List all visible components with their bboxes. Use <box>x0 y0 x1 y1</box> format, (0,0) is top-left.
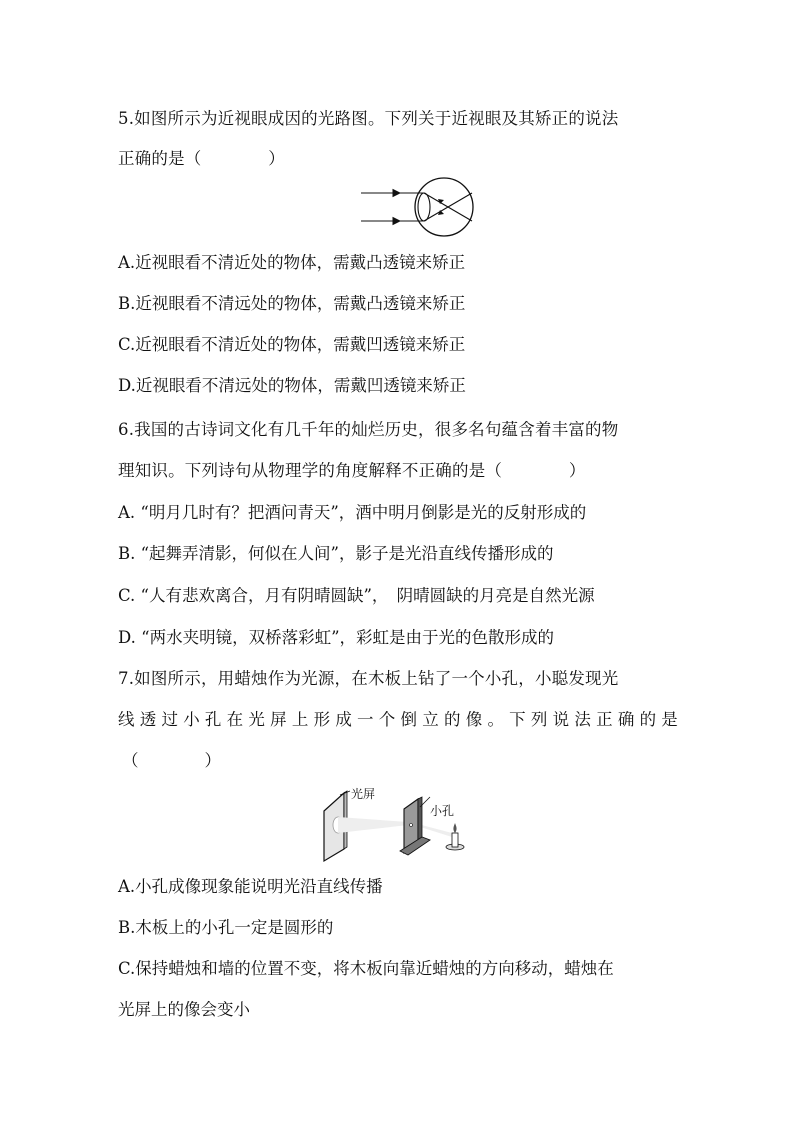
q5-stem-line1: 5.如图所示为近视眼成因的光路图。下列关于近视眼及其矫正的说法 <box>118 109 619 128</box>
eyeball-circle <box>415 178 473 236</box>
q6-option-b: B. “起舞弄清影，何似在人间”，影子是光沿直线传播形成的 <box>118 544 554 563</box>
q7-stem-line2: 线透过小孔在光屏上形成一个倒立的像。下列说法正确的是 <box>118 710 678 729</box>
myopia-eye-diagram <box>355 176 480 238</box>
q7-option-a: A.小孔成像现象能说明光沿直线传播 <box>118 877 383 896</box>
q7-option-b: B.木板上的小孔一定是圆形的 <box>118 918 334 937</box>
q5-option-b: B.近视眼看不清远处的物体，需戴凸透镜来矫正 <box>118 294 466 313</box>
q5-option-c: C.近视眼看不清近处的物体，需戴凹透镜来矫正 <box>118 335 466 354</box>
q6-stem-line1: 6.我国的古诗词文化有几千年的灿烂历史，很多名句蕴含着丰富的物 <box>118 420 619 439</box>
q6-stem-line2: 理知识。下列诗句从物理学的角度解释不正确的是（ ） <box>118 461 586 480</box>
q6-option-c: C. “人有悲欢离合，月有阴晴圆缺”， 阴晴圆缺的月亮是自然光源 <box>118 586 595 605</box>
q6-option-a: A. “明月几时有？把酒问青天”，酒中明月倒影是光的反射形成的 <box>118 503 587 522</box>
q5-stem-line2: 正确的是（ ） <box>118 149 285 168</box>
q7-stem-line3: （ ） <box>122 751 221 770</box>
label-screen: 光屏 <box>351 787 376 801</box>
q7-stem-line1: 7.如图所示，用蜡烛作为光源，在木板上钻了一个小孔，小聪发现光 <box>118 669 619 688</box>
pinhole <box>410 824 413 827</box>
q7-option-c-line1: C.保持蜡烛和墙的位置不变，将木板向靠近蜡烛的方向移动，蜡烛在 <box>118 959 614 978</box>
pinhole-camera-diagram <box>318 785 478 863</box>
q5-option-a: A.近视眼看不清近处的物体，需戴凸透镜来矫正 <box>118 253 466 272</box>
q5-option-d: D.近视眼看不清远处的物体，需戴凹透镜来矫正 <box>118 376 466 395</box>
candle <box>452 833 458 847</box>
q7-option-c-line2: 光屏上的像会变小 <box>118 1000 250 1019</box>
q6-option-d: D. “两水夹明镜，双桥落彩虹”，彩虹是由于光的色散形成的 <box>118 628 555 647</box>
eye-lens <box>418 193 430 221</box>
label-hole: 小孔 <box>430 804 455 818</box>
